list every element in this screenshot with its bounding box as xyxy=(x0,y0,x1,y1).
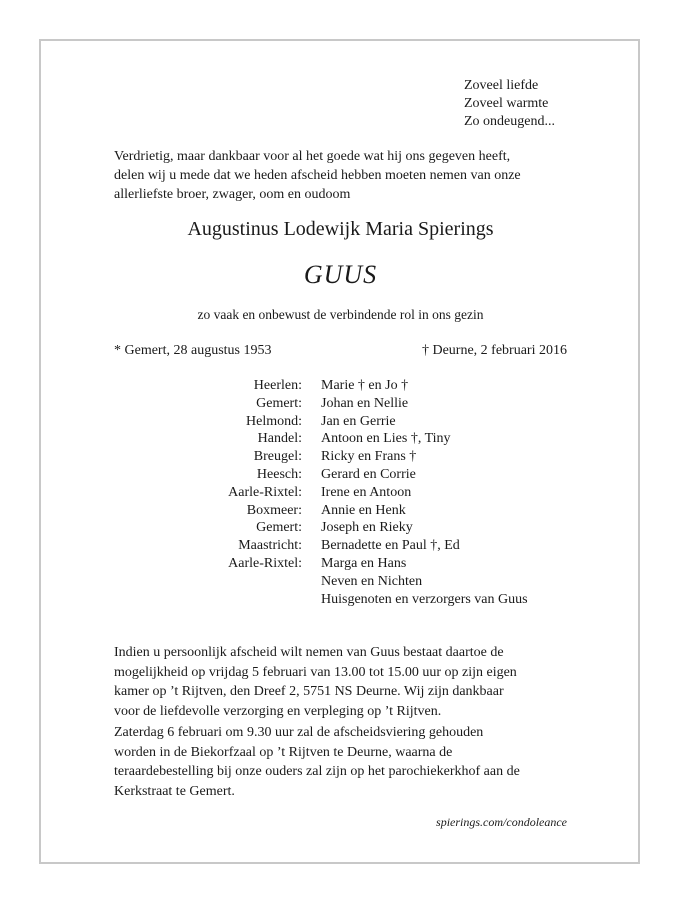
family-list xyxy=(180,377,600,608)
motto xyxy=(464,77,624,131)
family-row xyxy=(180,591,600,609)
motto-line: Zoveel liefde xyxy=(464,78,539,93)
family-names: Ricky en Frans † xyxy=(321,449,417,465)
condolence-website: spierings.com/condoleance xyxy=(436,815,567,829)
ceremony-line: worden in de Biekorfzaal op ’t Rijtven te Deurne, waarna de xyxy=(114,744,453,760)
family-place: Heesch: xyxy=(256,466,302,482)
family-place: Aarle-Rixtel: xyxy=(228,484,302,500)
visit-line: mogelijkheid op vrijdag 5 februari van 13.00 tot 15.00 uur op zijn eigen xyxy=(114,664,517,680)
family-names: Jan en Gerrie xyxy=(321,413,396,429)
family-place: Handel: xyxy=(257,431,302,447)
family-names: Marga en Hans xyxy=(321,555,407,571)
family-names: Johan en Nellie xyxy=(321,395,409,411)
intro-line: Verdrietig, maar dankbaar voor al het goede wat hij ons gegeven heeft, xyxy=(114,149,511,164)
family-names: Joseph en Rieky xyxy=(321,520,413,536)
family-names: Neven en Nichten xyxy=(321,573,423,589)
deceased-full-name: Augustinus Lodewijk Maria Spierings xyxy=(187,218,494,240)
role-line: zo vaak en onbewust de verbindende rol in ons gezin xyxy=(197,307,484,322)
family-row xyxy=(180,448,600,466)
motto-line: Zoveel warmte xyxy=(464,96,549,111)
family-place: Gemert: xyxy=(256,395,302,411)
family-row xyxy=(180,395,600,413)
family-names: Annie en Henk xyxy=(321,502,406,518)
family-names: Irene en Antoon xyxy=(321,484,412,500)
intro-line: delen wij u mede dat we heden afscheid hebben moeten nemen van onze xyxy=(114,168,521,183)
family-names: Huisgenoten en verzorgers van Guus xyxy=(321,591,528,607)
family-row xyxy=(180,519,600,537)
ceremony-paragraph xyxy=(114,723,584,801)
visit-line: voor de liefdevolle verzorging en verpleging op ’t Rijtven. xyxy=(114,703,442,719)
visit-paragraph xyxy=(114,643,584,721)
death-info: † Deurne, 2 februari 2016 xyxy=(421,343,567,358)
family-names: Marie † en Jo † xyxy=(321,378,409,393)
family-names: Bernadette en Paul †, Ed xyxy=(321,538,460,554)
family-names: Gerard en Corrie xyxy=(321,466,416,482)
family-place xyxy=(180,591,321,609)
visit-line: Indien u persoonlijk afscheid wilt nemen van Guus bestaat daartoe de xyxy=(114,645,504,660)
family-row xyxy=(180,555,600,573)
ceremony-line: Kerkstraat te Gemert. xyxy=(114,783,235,799)
family-row xyxy=(180,502,600,520)
birth-info: * Gemert, 28 augustus 1953 xyxy=(114,343,272,358)
family-row xyxy=(180,430,600,448)
ceremony-line: teraardebestelling bij onze ouders zal zijn op het parochiekerkhof aan de xyxy=(114,764,520,779)
family-place: Gemert: xyxy=(256,520,302,536)
family-row xyxy=(180,573,600,591)
intro-line: allerliefste broer, zwager, oom en oudoom xyxy=(114,187,351,202)
motto-line: Zo ondeugend... xyxy=(464,114,555,129)
family-place: Aarle-Rixtel: xyxy=(228,555,302,571)
family-place: Boxmeer: xyxy=(246,502,302,518)
intro-text xyxy=(114,147,584,204)
family-row xyxy=(180,466,600,484)
ceremony-line: Zaterdag 6 februari om 9.30 uur zal de afscheidsviering gehouden xyxy=(114,725,484,740)
family-row xyxy=(180,484,600,502)
family-place: Maastricht: xyxy=(238,538,302,554)
visit-line: kamer op ’t Rijtven, den Dreef 2, 5751 NS Deurne. Wij zijn dankbaar xyxy=(114,684,504,699)
family-place: Breugel: xyxy=(253,449,302,465)
family-place xyxy=(180,573,321,591)
family-row xyxy=(180,537,600,555)
family-row xyxy=(180,377,600,395)
family-row xyxy=(180,413,600,431)
deceased-nickname: GUUS xyxy=(303,260,378,289)
family-place: Heerlen: xyxy=(253,378,302,393)
family-names: Antoon en Lies †, Tiny xyxy=(321,431,451,447)
family-place: Helmond: xyxy=(246,413,302,429)
